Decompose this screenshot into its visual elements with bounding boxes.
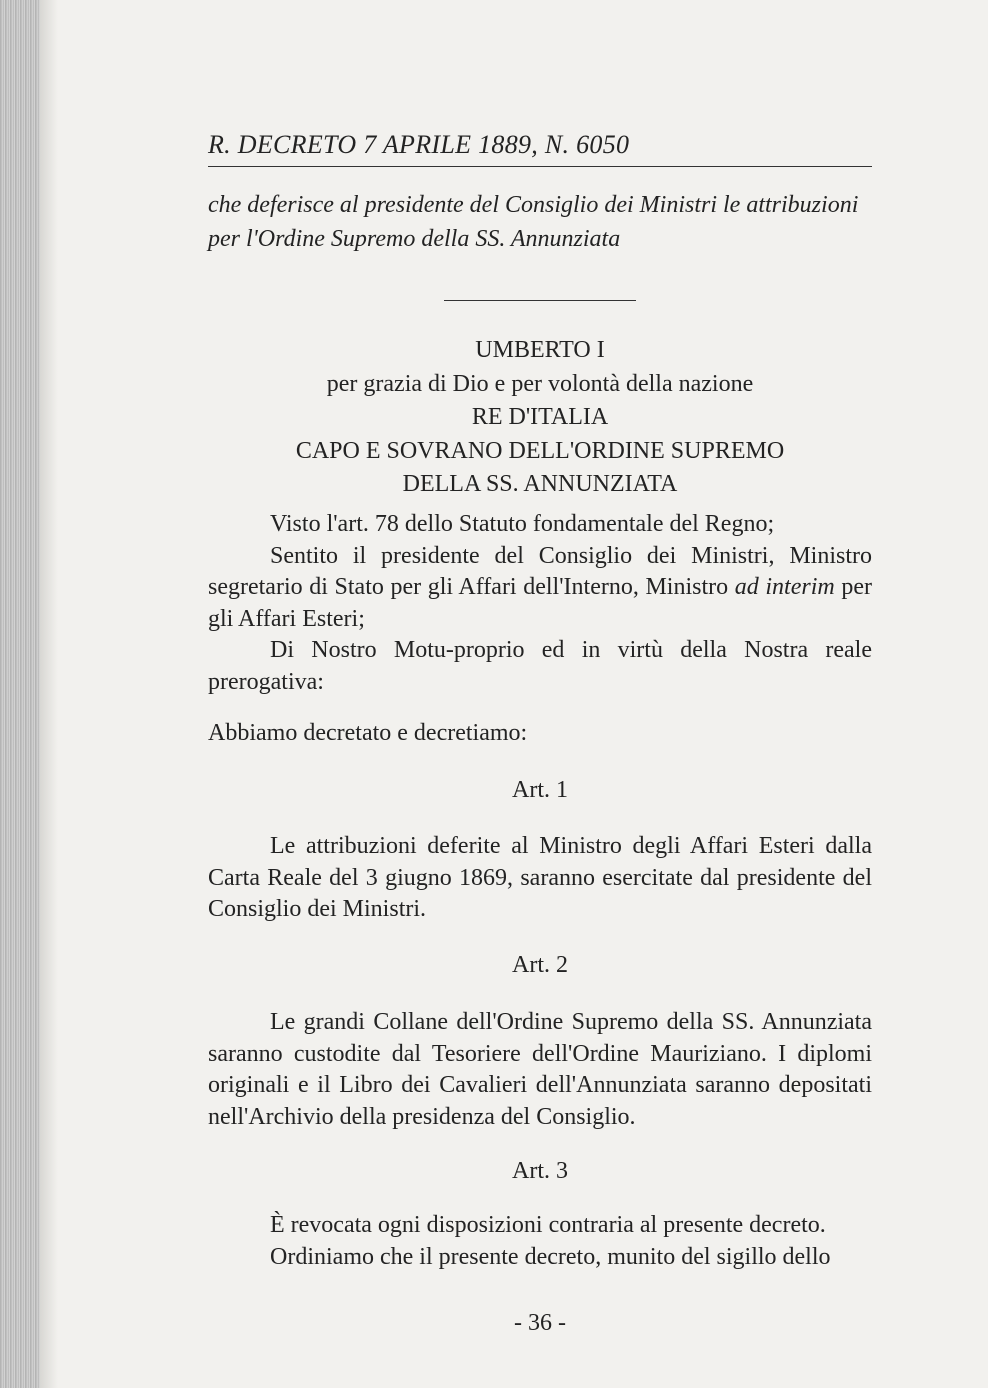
preamble-sentito [208, 541, 872, 636]
sovereign-title: RE D'ITALIA [471, 404, 609, 430]
article-2-heading: Art. 2 [512, 952, 568, 978]
article-1-heading: Art. 1 [512, 777, 568, 803]
preamble-sentito-text: Sentito il presidente del Consiglio dei Ministri, Ministro segretario di Stato per gli Affari dell'Interno, Ministro [208, 542, 872, 600]
sovereign-order-title: CAPO E SOVRANO DELL'ORDINE SUPREMO [295, 437, 785, 464]
article-3-text [208, 1210, 872, 1273]
article-1-text: Le attribuzioni deferite al Ministro degli Affari Esteri dalla Carta Reale del 3 giugno 1869, saranno esercitate dal presidente del Consiglio dei Ministri. [208, 833, 872, 922]
decretato-line: Abbiamo decretato e decretiamo: [208, 720, 528, 746]
sovereign-name: UMBERTO I [475, 337, 605, 363]
article-3-paragraph-1: È revocata ogni disposizioni contraria al presente decreto. [270, 1212, 826, 1238]
sovereign-grace-line: per grazia di Dio e per volontà della nazione [326, 370, 754, 397]
sovereign-order-name: DELLA SS. ANNUNZIATA [402, 471, 678, 497]
header-rule [208, 166, 872, 167]
decree-subtitle: che deferisce al presidente del Consiglio dei Ministri le attribuzioni per l'Ordine Supremo della SS. Annunziata [208, 192, 859, 252]
preamble-visto: Visto l'art. 78 dello Statuto fondamentale del Regno; [270, 511, 775, 537]
preamble [208, 509, 872, 698]
sovereign-intitulation [208, 334, 872, 502]
article-2-text: Le grandi Collane dell'Ordine Supremo della SS. Annunziata saranno custodite dal Tesoriere dell'Ordine Mauriziano. I diplomi originali e il Libro dei Cavalieri dell'Annunziata saranno depositati nell'Archivio della presidenza del Consiglio. [208, 1009, 872, 1130]
preamble-sentito-end: per gli Affari Esteri; [208, 574, 872, 632]
section-divider [444, 300, 636, 301]
preamble-sentito-emphasis: ad interim [734, 574, 835, 600]
page-number: - 36 - [514, 1310, 566, 1336]
article-3-paragraph-2: Ordiniamo che il presente decreto, munito del sigillo dello [270, 1243, 831, 1270]
article-3-heading: Art. 3 [512, 1158, 568, 1184]
running-header-title: R. DECRETO 7 APRILE 1889, N. 6050 [208, 130, 630, 159]
preamble-motu-proprio: Di Nostro Motu-proprio ed in virtù della Nostra reale prerogativa: [208, 637, 872, 695]
